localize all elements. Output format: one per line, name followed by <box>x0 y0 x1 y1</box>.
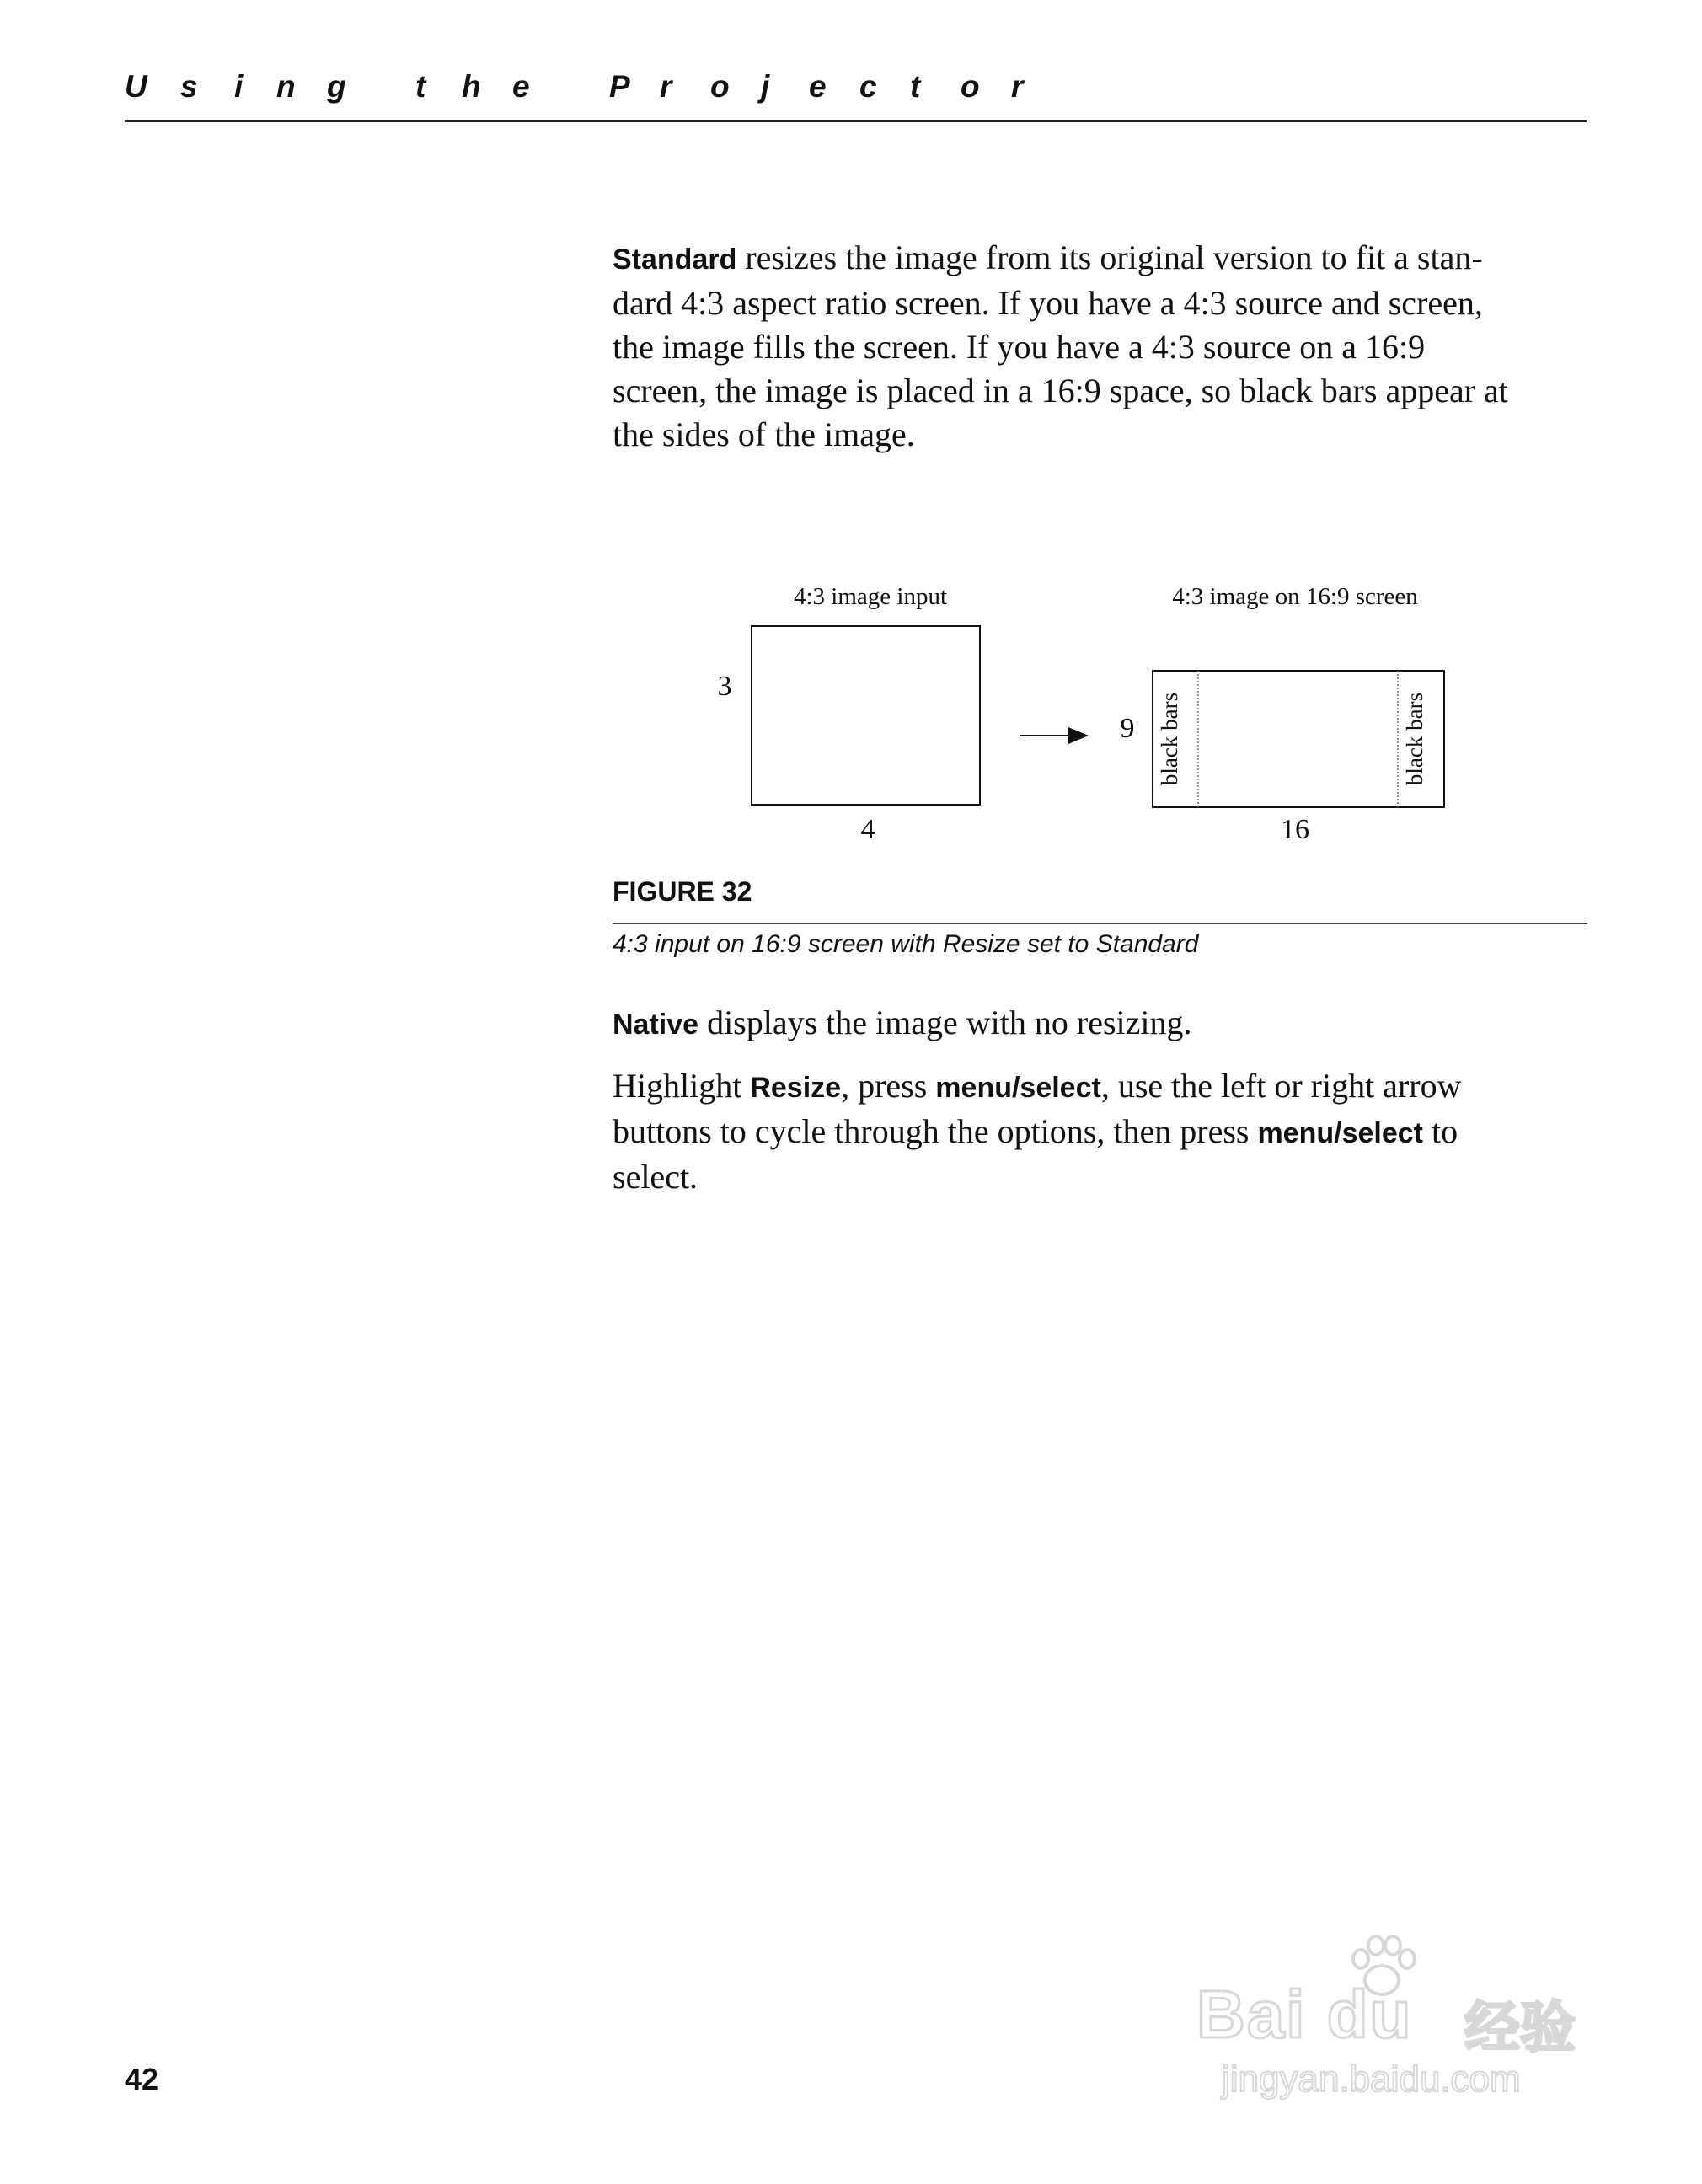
header-letter: i <box>234 69 244 104</box>
header-letter: e <box>512 69 530 104</box>
term-menu-select: menu/select <box>935 1072 1101 1104</box>
right-panel-title: 4:3 image on 16:9 screen <box>1172 583 1418 610</box>
paragraph-line: dard 4:3 aspect ratio screen. If you have a 4:3 source and screen, <box>613 284 1483 322</box>
paragraph-line: select. <box>613 1158 698 1196</box>
paragraph-instructions <box>613 1064 1590 1199</box>
header-letter: r <box>660 69 672 104</box>
paragraph-line <box>613 1064 1590 1110</box>
header-letter: c <box>859 69 877 104</box>
header-letter: t <box>415 69 426 104</box>
term-native: Native <box>613 1009 699 1041</box>
header-letter: U <box>125 69 147 104</box>
header-letter: t <box>910 69 921 104</box>
term-standard: Standard <box>613 244 737 276</box>
paragraph-native <box>613 1001 1590 1046</box>
figure-rule <box>613 923 1587 924</box>
header-letter: o <box>961 69 980 104</box>
paragraph-line: screen, the image is placed in a 16:9 space, so black bars appear at <box>613 372 1508 410</box>
figure-diagram <box>0 0 1702 876</box>
watermark-brand: Bai du <box>1196 1977 1413 2052</box>
paragraph-text: Highlight <box>613 1067 751 1105</box>
watermark <box>1196 1934 1635 2100</box>
paragraph-text: , use the left or right arrow <box>1100 1067 1462 1105</box>
watermark-url: jingyan.baidu.com <box>1222 2058 1521 2100</box>
header-letter: e <box>809 69 827 104</box>
figure-label: FIGURE 32 <box>613 876 752 907</box>
page-number: 42 <box>125 2062 159 2096</box>
left-panel-title: 4:3 image input <box>793 583 948 610</box>
term-resize: Resize <box>750 1072 842 1104</box>
header-letter: s <box>180 69 198 104</box>
paragraph-line: the sides of the image. <box>613 415 915 453</box>
right-height-label: 9 <box>1120 713 1135 744</box>
paragraph-text: buttons to cycle through the options, then press <box>613 1112 1258 1150</box>
left-width-label: 4 <box>860 814 875 845</box>
left-bar-label: black bars <box>1157 692 1182 786</box>
paragraph-text: , press <box>841 1067 936 1105</box>
input-image-frame <box>752 626 980 805</box>
figure-caption: 4:3 input on 16:9 screen with Resize set to Standard <box>613 930 1199 958</box>
header-letter: j <box>761 69 770 104</box>
header-letter: P <box>609 69 630 104</box>
term-menu-select: menu/select <box>1257 1117 1423 1149</box>
paragraph-line: the image fills the screen. If you have a 4:3 source on a 16:9 <box>613 328 1426 366</box>
paragraph-line <box>613 1110 1590 1155</box>
screen-frame <box>1153 671 1444 807</box>
right-width-label: 16 <box>1281 814 1309 845</box>
paragraph-line <box>613 1001 1590 1046</box>
header-letter: g <box>327 69 346 104</box>
paragraph-text: resizes the image from its original version to fit a stan- <box>736 238 1483 276</box>
header-letter: n <box>276 69 296 104</box>
header-letter: o <box>710 69 730 104</box>
watermark-chinese: 经验 <box>1464 1995 1576 2060</box>
left-height-label: 3 <box>717 671 732 702</box>
paragraph-text: displays the image with no resizing. <box>698 1004 1192 1041</box>
paragraph-text: to <box>1422 1112 1458 1150</box>
header-letter: r <box>1011 69 1024 104</box>
right-bar-label: black bars <box>1402 692 1427 786</box>
header-letter: h <box>462 69 481 104</box>
